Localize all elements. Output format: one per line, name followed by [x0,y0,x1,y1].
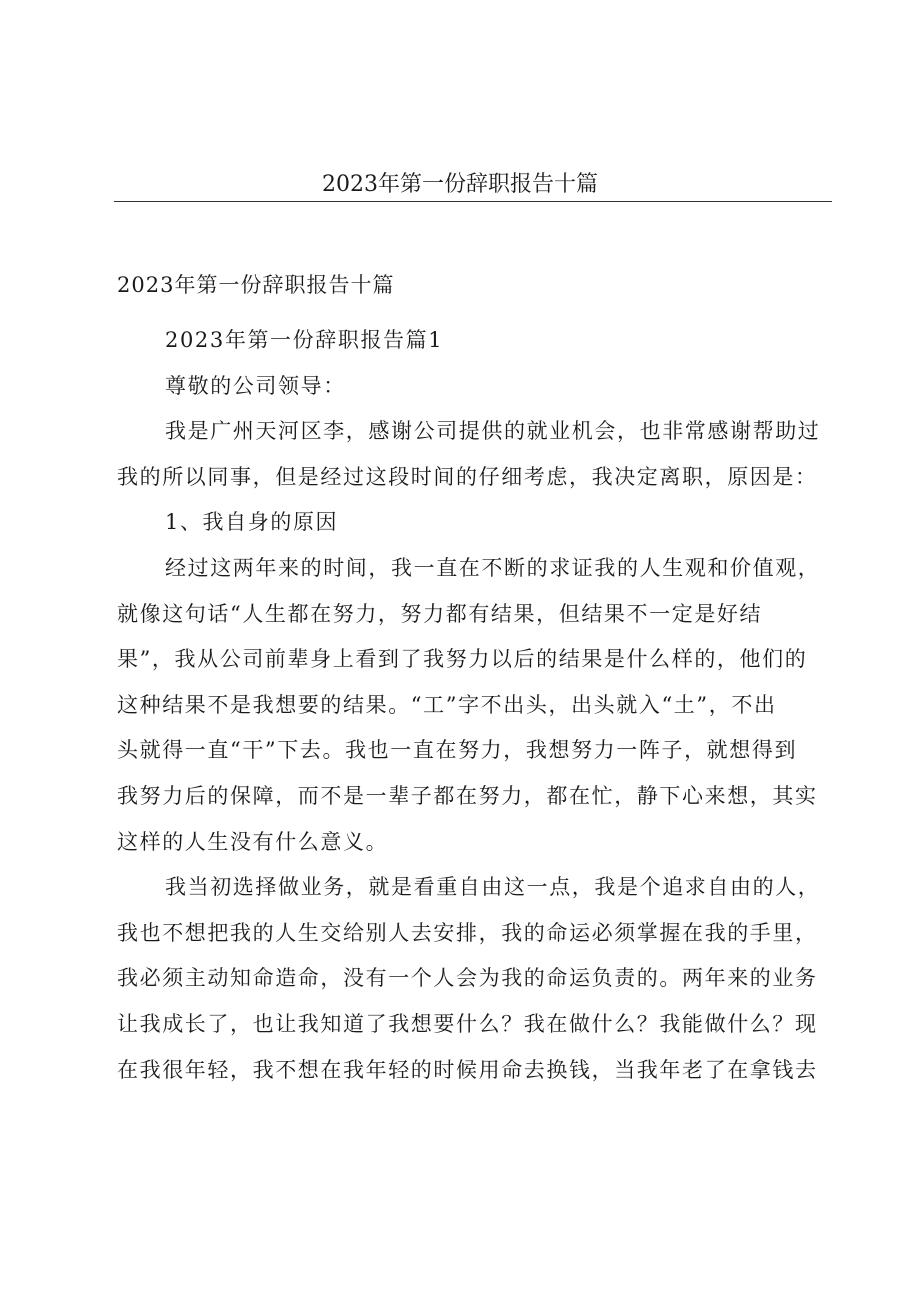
salutation: 尊敬的公司领导： [165,373,346,398]
paragraph-line: 这样的人生没有什么意义。 [117,829,389,854]
paragraph-line: 我的所以同事，但是经过这段时间的仔细考虑，我决定离职，原因是： [117,464,818,489]
paragraph-line: 这种结果不是我想要的结果。“工”字不出头，出头就入“土”，不出 [117,692,777,717]
paragraph-line: 果”，我从公司前辈身上看到了我努力以后的结果是什么样的，他们的 [117,647,808,672]
paragraph-line: 我也不想把我的人生交给别人去安排，我的命运必须掌握在我的手里， [117,920,818,945]
paragraph-line: 经过这两年来的时间，我一直在不断的求证我的人生观和价值观， [165,555,821,580]
running-header-title: 2023年第一份辞职报告十篇 [322,172,598,197]
section-heading: 2023年第一份辞职报告篇1 [165,328,444,352]
paragraph-line: 我是广州天河区李，感谢公司提供的就业机会，也非常感谢帮助过 [165,419,821,444]
paragraph-line: 我努力后的保障，而不是一辈子都在努力，都在忙，静下心来想，其实 [117,783,818,808]
paragraph-line: 我必须主动知命造命，没有一个人会为我的命运负责的。两年来的业务 [117,966,818,991]
paragraph-line: 头就得一直“干”下去。我也一直在努力，我想努力一阵子，就想得到 [117,738,798,763]
paragraph-line: 就像这句话“人生都在努力，努力都有结果，但结果不一定是好结 [117,601,763,626]
list-heading: 1、我自身的原因 [165,510,339,535]
document-body [117,318,832,1093]
header-divider [114,201,832,202]
paragraph-line: 我当初选择做业务，就是看重自由这一点，我是个追求自由的人， [165,875,821,900]
document-title: 2023年第一份辞职报告十篇 [117,273,395,297]
paragraph-line: 让我成长了，也让我知道了我想要什么？我在做什么？我能做什么？现 [117,1011,818,1036]
paragraph-line: 在我很年轻，我不想在我年轻的时候用命去换钱，当我年老了在拿钱去 [117,1057,818,1082]
